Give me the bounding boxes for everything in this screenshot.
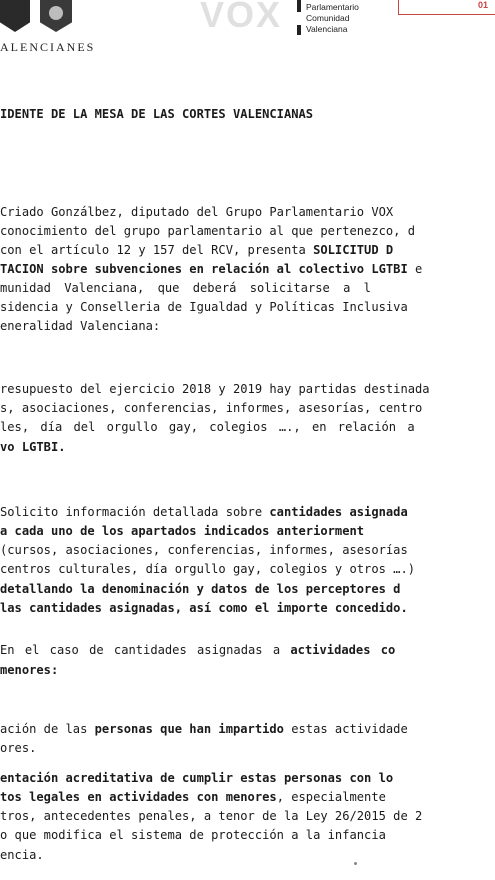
item4-line-4: o que modifica el sistema de protección a la infancia xyxy=(0,828,386,842)
group-label xyxy=(306,2,359,35)
intro-line-3-text: con el artículo 12 y 157 del RCV, presenta xyxy=(0,243,314,257)
group-line-3: Valenciana xyxy=(306,24,348,34)
item2-line-1 xyxy=(0,643,395,657)
item4-line-3: tros, antecedentes penales, a tenor de la Ley 26/2015 de 2 xyxy=(0,809,423,823)
item4-line-2-text: , especialmente xyxy=(276,790,386,804)
intro-line-7: eneralidad Valenciana: xyxy=(0,319,161,333)
left-crest-icon xyxy=(0,0,30,32)
item3-line-1-bold: personas que han impartido xyxy=(94,722,284,736)
item1-line-5: detallando la denominación y datos de los perceptores d xyxy=(0,582,401,596)
item1-line-1 xyxy=(0,505,408,519)
item1-line-4: centros culturales, día orgullo gay, colegios y otros ….) xyxy=(0,562,416,576)
corts-valencianes-label: ALENCIANES xyxy=(0,40,96,54)
item1-line-6: las cantidades asignadas, así como el importe concedido. xyxy=(0,601,408,615)
coat-of-arms-icon xyxy=(40,0,72,32)
para1-line-3: les, día del orgullo gay, colegios …., en relación a xyxy=(0,420,415,434)
intro-line-3 xyxy=(0,243,393,257)
group-line-1: Parlamentario xyxy=(306,2,359,12)
intro-line-6: sidencia y Conselleria de Igualdad y Políticas Inclusiva xyxy=(0,300,408,314)
registry-number: 01 xyxy=(478,0,489,10)
intro-line-5: munidad Valenciana, que deberá solicitarse a l xyxy=(0,281,371,295)
item1-line-2: a cada uno de los apartados indicados anteriorment xyxy=(0,524,365,538)
para1-line-2: s, asociaciones, conferencias, informes, asesorías, centro xyxy=(0,401,423,415)
item4-line-1: entación acreditativa de cumplir estas personas con lo xyxy=(0,771,394,785)
vox-logo: VOX xyxy=(200,0,283,35)
item2-line-1-bold: actividades co xyxy=(290,643,396,657)
vox-bar-bottom xyxy=(297,25,301,35)
item3-line-1-tail: estas actividade xyxy=(283,722,408,736)
item2-line-1-text: En el caso de cantidades asignadas a xyxy=(0,643,291,657)
intro-line-4 xyxy=(0,262,422,276)
para1-line-1: resupuesto del ejercicio 2018 y 2019 hay partidas destinada xyxy=(0,382,430,396)
item4-line-5: encia. xyxy=(0,848,44,862)
vox-bar-top xyxy=(297,0,301,12)
addressee: IDENTE DE LA MESA DE LAS CORTES VALENCIANAS xyxy=(0,107,314,121)
intro-line-4-text: e xyxy=(407,262,423,276)
intro-line-4-bold: TACION sobre subvenciones en relación al colectivo LGTBI xyxy=(0,262,408,276)
intro-line-2: conocimiento del grupo parlamentario al que pertenezco, d xyxy=(0,224,416,238)
corts-logo xyxy=(0,0,78,38)
item1-line-1-text: Solicito información detallada sobre xyxy=(0,505,270,519)
item1-line-3: (cursos, asociaciones, conferencias, informes, asesorías xyxy=(0,543,408,557)
intro-line-1: Criado Gonzálbez, diputado del Grupo Parlamentario VOX xyxy=(0,205,394,219)
item3-line-1-text: ación de las xyxy=(0,722,95,736)
scan-speck xyxy=(354,862,357,865)
intro-line-3-bold: SOLICITUD D xyxy=(313,243,394,257)
item3-line-1 xyxy=(0,722,408,736)
registry-stamp-line xyxy=(398,14,495,15)
para1-line-4: vo LGTBI. xyxy=(0,440,66,454)
group-line-2: Comunidad xyxy=(306,13,350,23)
item2-line-2: menores: xyxy=(0,663,59,677)
item4-line-2 xyxy=(0,790,386,804)
item1-line-1-bold: cantidades asignada xyxy=(269,505,408,519)
item4-line-2-bold: tos legales en actividades con menores xyxy=(0,790,277,804)
item3-line-2: ores. xyxy=(0,741,37,755)
